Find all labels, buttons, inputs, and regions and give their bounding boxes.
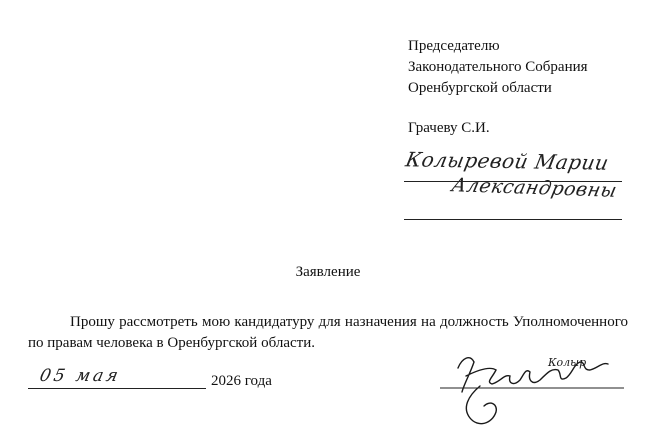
addressee-line-1: Председателю (408, 38, 500, 54)
date-underline (28, 388, 206, 389)
date-handwritten: 05 мая (37, 366, 123, 386)
addressee-block (408, 36, 588, 99)
signature-text: Колыр (548, 356, 587, 369)
date-year: 2026 года (211, 373, 272, 389)
document-body: Прошу рассмотреть мою кандидатуру для назначения на должность Уполномоченного по правам человека в Оренбургской области. (28, 314, 628, 351)
sender-underline-2 (404, 219, 622, 220)
signature-image (440, 340, 630, 435)
addressee-line-3: Оренбургской области (408, 80, 552, 96)
sender-name-handwritten-line2: Александровны (449, 174, 620, 202)
recipient-name: Грачеву С.И. (408, 120, 490, 136)
sender-name-handwritten-line1: Колыревой Марии (403, 147, 611, 175)
document-title: Заявление (295, 264, 361, 280)
addressee-line-2: Законодательного Собрания (408, 59, 588, 75)
